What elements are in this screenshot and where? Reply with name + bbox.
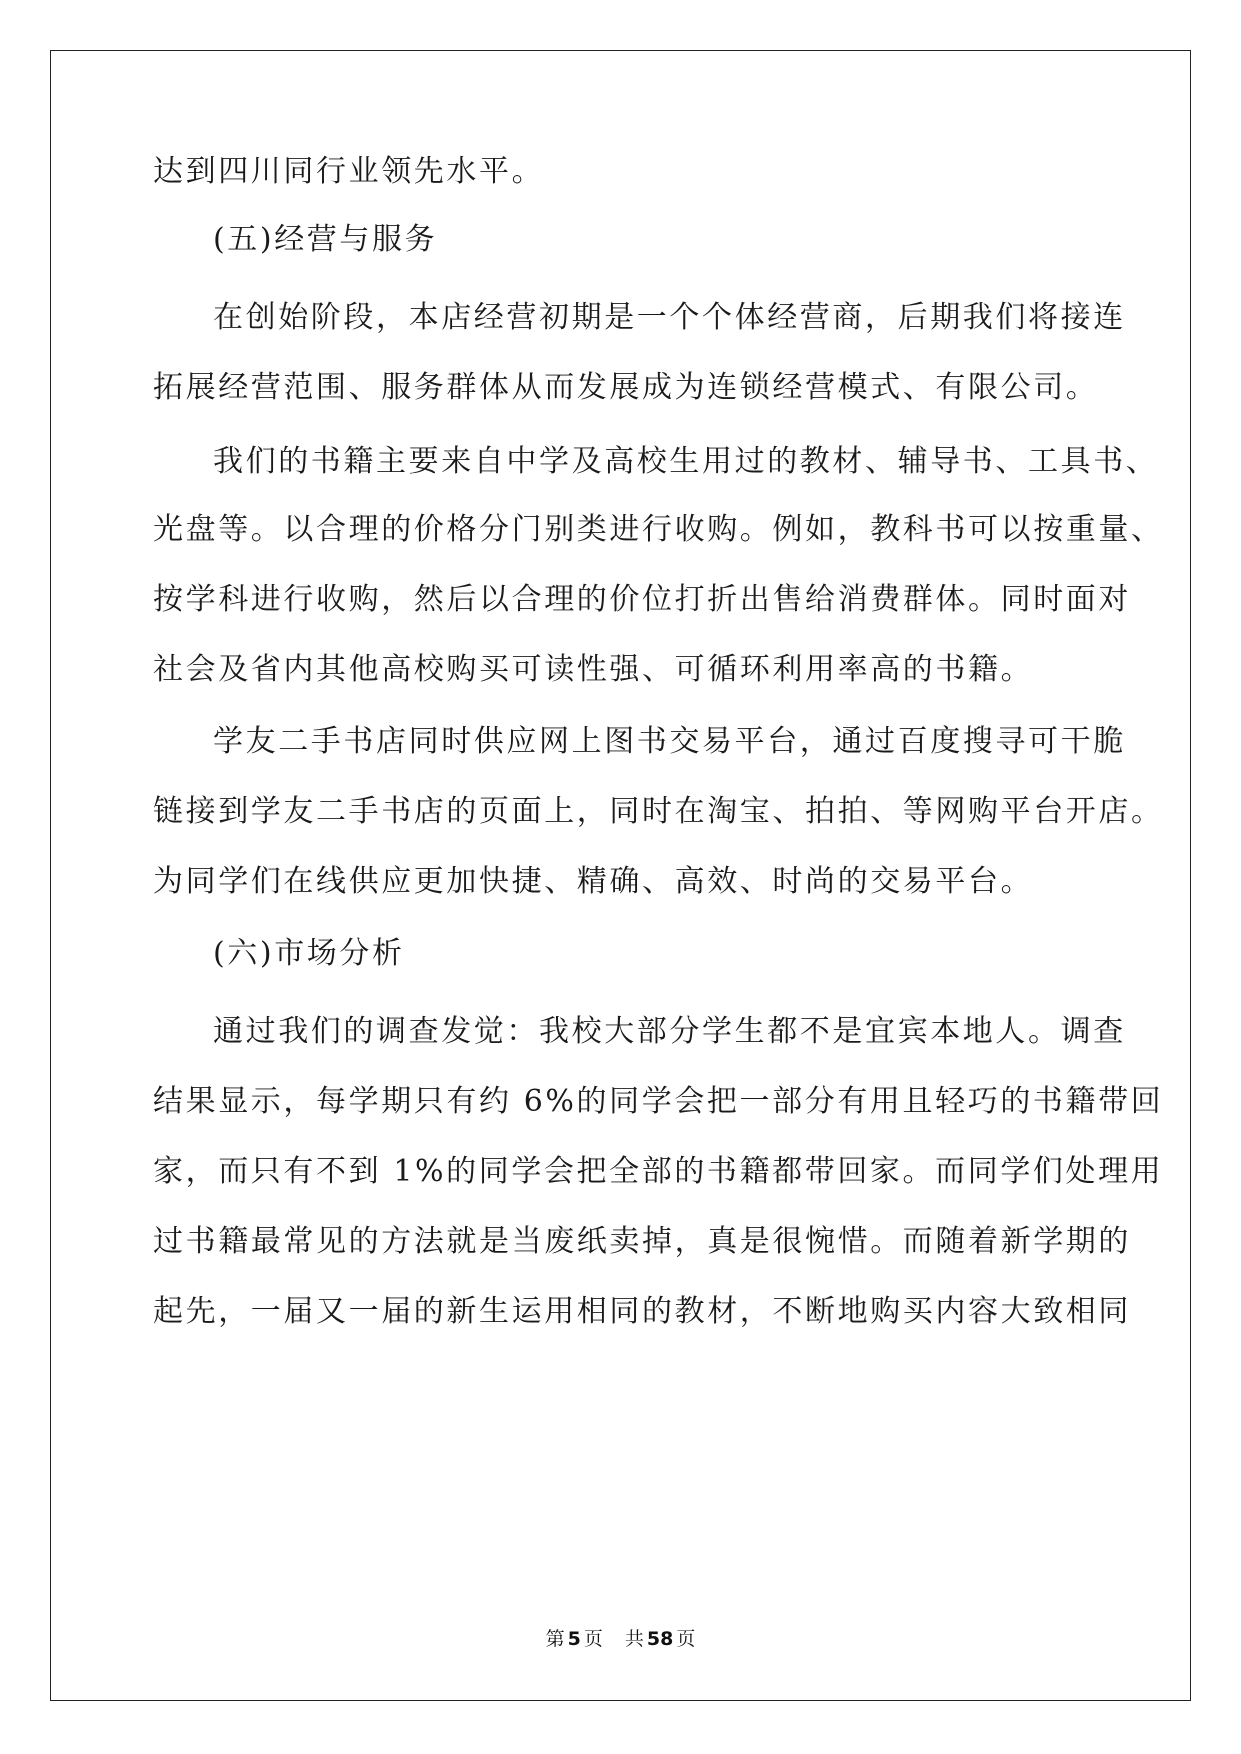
page-prefix: 第 [545,1628,565,1650]
text-line: 家，而只有不到 1%的同学会把全部的书籍都带回家。而同学们处理用 [153,1154,1164,1189]
current-page-number: 5 [567,1628,581,1650]
text-line: 为同学们在线供应更加快捷、精确、高效、时尚的交易平台。 [153,864,1034,899]
page-footer [0,1627,1241,1651]
text-line: 起先，一届又一届的新生运用相同的教材，不断地购买内容大致相同 [153,1294,1131,1329]
text-line: 过书籍最常见的方法就是当废纸卖掉，真是很惋惜。而随着新学期的 [153,1224,1131,1259]
section-heading: (六)市场分析 [213,936,405,971]
text-line: 拓展经营范围、服务群体从而发展成为连锁经营模式、有限公司。 [153,370,1099,405]
text-line: 社会及省内其他高校购买可读性强、可循环利用率高的书籍。 [153,652,1034,687]
text-line: 我们的书籍主要来自中学及高校生用过的教材、辅导书、工具书、 [213,444,1159,479]
text-line: 学友二手书店同时供应网上图书交易平台，通过百度搜寻可干脆 [213,724,1126,759]
total-page-count: 58 [646,1628,674,1650]
total-prefix: 共 [624,1628,644,1650]
text-line: 链接到学友二手书店的页面上，同时在淘宝、拍拍、等网购平台开店。 [153,794,1164,829]
text-line: 通过我们的调查发觉：我校大部分学生都不是宜宾本地人。调查 [213,1014,1126,1049]
text-line: 在创始阶段，本店经营初期是一个个体经营商，后期我们将接连 [213,300,1126,335]
text-line: 按学科进行收购，然后以合理的价位打折出售给消费群体。同时面对 [153,582,1131,617]
section-heading: (五)经营与服务 [213,222,438,257]
text-line: 光盘等。以合理的价格分门别类进行收购。例如，教科书可以按重量、 [153,512,1164,547]
page-suffix: 页 [583,1628,603,1650]
text-line: 达到四川同行业领先水平。 [153,154,545,189]
text-line: 结果显示，每学期只有约 6%的同学会把一部分有用且轻巧的书籍带回 [153,1084,1164,1119]
total-suffix: 页 [676,1628,696,1650]
